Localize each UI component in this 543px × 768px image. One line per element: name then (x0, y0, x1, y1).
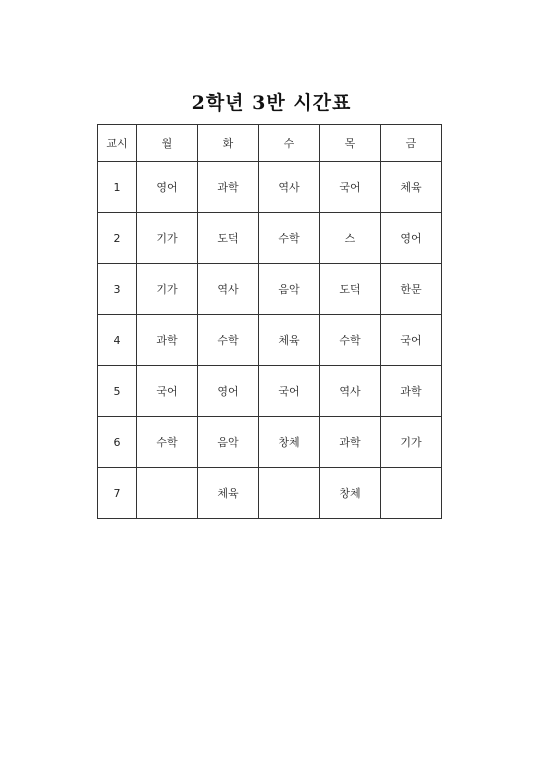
timetable (97, 124, 442, 519)
subject-cell: 과학 (320, 417, 381, 468)
subject-cell (137, 468, 198, 519)
subject-cell: 도덕 (320, 264, 381, 315)
period-row-7 (98, 468, 442, 519)
subject-cell: 영어 (137, 162, 198, 213)
subject-cell: 기가 (381, 417, 442, 468)
subject-cell: 국어 (137, 366, 198, 417)
header-monday: 월 (137, 125, 198, 162)
period-row-5 (98, 366, 442, 417)
subject-cell: 기가 (137, 213, 198, 264)
subject-cell: 스 (320, 213, 381, 264)
period-number: 2 (98, 213, 137, 264)
period-number: 1 (98, 162, 137, 213)
period-row-4 (98, 315, 442, 366)
subject-cell: 국어 (259, 366, 320, 417)
subject-cell: 과학 (198, 162, 259, 213)
subject-cell: 한문 (381, 264, 442, 315)
header-row (98, 125, 442, 162)
period-number: 5 (98, 366, 137, 417)
subject-cell: 영어 (198, 366, 259, 417)
subject-cell: 체육 (381, 162, 442, 213)
subject-cell: 수학 (320, 315, 381, 366)
period-row-2 (98, 213, 442, 264)
subject-cell (259, 468, 320, 519)
subject-cell: 국어 (320, 162, 381, 213)
subject-cell: 체육 (198, 468, 259, 519)
period-number: 6 (98, 417, 137, 468)
subject-cell: 수학 (137, 417, 198, 468)
subject-cell: 수학 (198, 315, 259, 366)
subject-cell: 체육 (259, 315, 320, 366)
subject-cell: 영어 (381, 213, 442, 264)
subject-cell: 과학 (381, 366, 442, 417)
period-row-6 (98, 417, 442, 468)
subject-cell: 과학 (137, 315, 198, 366)
subject-cell: 역사 (259, 162, 320, 213)
subject-cell: 기가 (137, 264, 198, 315)
period-number: 3 (98, 264, 137, 315)
subject-cell: 도덕 (198, 213, 259, 264)
subject-cell: 창체 (259, 417, 320, 468)
header-period: 교시 (98, 125, 137, 162)
header-thursday: 목 (320, 125, 381, 162)
subject-cell: 수학 (259, 213, 320, 264)
page-title: 2학년 3반 시간표 (191, 92, 352, 114)
subject-cell: 창체 (320, 468, 381, 519)
subject-cell: 역사 (198, 264, 259, 315)
period-number: 7 (98, 468, 137, 519)
period-row-3 (98, 264, 442, 315)
subject-cell: 음악 (198, 417, 259, 468)
header-wednesday: 수 (259, 125, 320, 162)
subject-cell (381, 468, 442, 519)
subject-cell: 국어 (381, 315, 442, 366)
subject-cell: 음악 (259, 264, 320, 315)
period-row-1 (98, 162, 442, 213)
subject-cell: 역사 (320, 366, 381, 417)
period-number: 4 (98, 315, 137, 366)
header-friday: 금 (381, 125, 442, 162)
header-tuesday: 화 (198, 125, 259, 162)
